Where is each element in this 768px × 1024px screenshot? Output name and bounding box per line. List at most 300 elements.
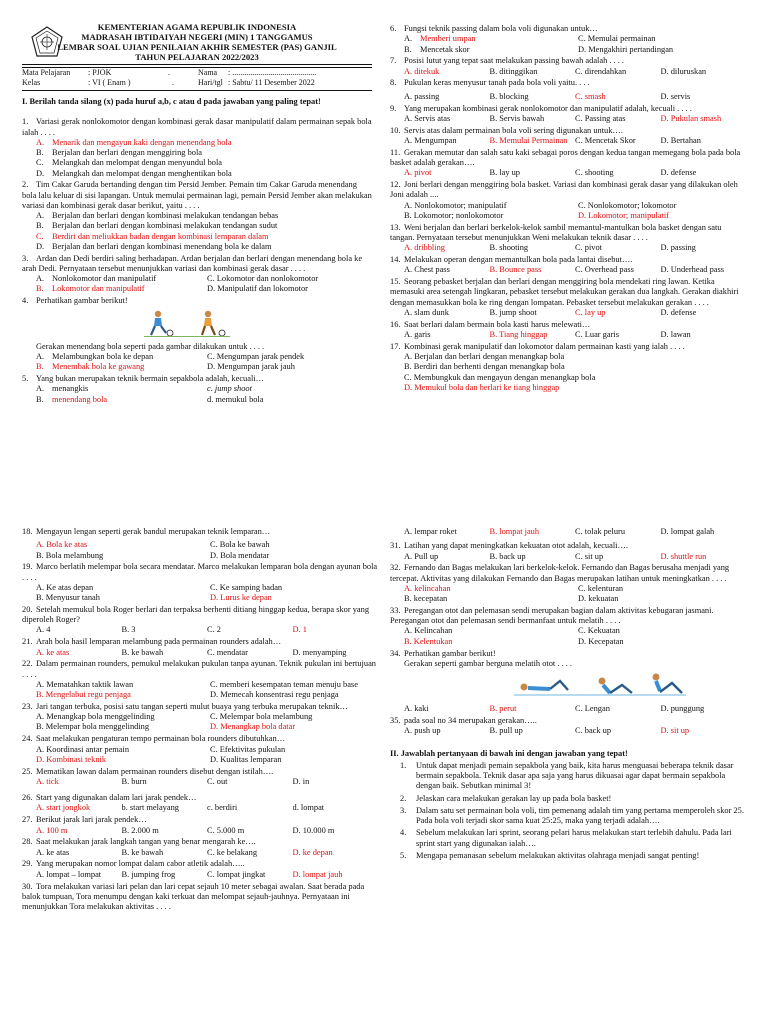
q11-stem: Gerakan memutar dan salah satu kaki sebagai poros dengan kedua tangan memegang bola pada bola basket adalah gerakan…. — [390, 147, 741, 167]
q1-d-text: Melangkah dan melompat dengan menghentikan bola — [52, 168, 232, 178]
q34-option-c[interactable]: C. Lengan — [575, 704, 610, 714]
essay-list — [390, 761, 746, 861]
q6-stem: Fungsi teknik passing dalam bola voli digunakan untuk… — [404, 24, 598, 33]
q2-option-a[interactable]: A. Berjalan dan berlari dengan kombinasi melakukan tendangan bebas — [36, 211, 279, 221]
q5-number: 5. — [22, 374, 29, 384]
q9-option-c[interactable]: C. Passing atas — [575, 113, 626, 123]
q25-option-c[interactable]: C. out — [207, 776, 228, 786]
q24-stem: Saat melakukan pengaturan tempo permainan bola rounders dibutuhkan… — [36, 734, 286, 744]
q26-option-d[interactable]: d. lompat — [292, 803, 325, 813]
q25-option-a[interactable]: A. tick — [36, 776, 59, 786]
q2-number: 2. — [22, 180, 29, 190]
q4-b-text: Menembak bola ke gawang — [52, 362, 145, 372]
q22-option-c[interactable]: C. memberi kesempatan teman menuju base — [210, 679, 358, 689]
q16-stem: Saat berlari dalam bermain bola kasti harus melewati… — [404, 319, 591, 329]
question-2 — [22, 180, 372, 252]
q3-d-text: D. Manipulatif dan lokomotor — [207, 284, 308, 294]
q32-option-b[interactable]: B. kecepatan — [404, 594, 448, 604]
q6-option-d[interactable] — [578, 45, 746, 55]
q9-stem: Yang merupakan kombinasi gerak nonlokomotor dan manipulatif adalah, kecuali . . . . — [404, 103, 692, 113]
q23-option-b[interactable]: B. Melempar bola menggelinding — [36, 722, 150, 732]
q22-option-d[interactable]: D. Memecah konsentrasi regu penjaga — [210, 690, 339, 700]
section-1-instruction: I. Berilah tanda silang (x) pada huruf a,b, c atau d pada jawaban yang paling tepat! — [22, 97, 321, 106]
q34-option-d[interactable]: D. punggung — [660, 704, 705, 714]
q30-option-d[interactable]: D. lompat galah — [660, 527, 715, 536]
q4-d-text: D. Mengumpan jarak jauh — [207, 362, 295, 372]
q22-number: 22. — [22, 659, 33, 669]
q19-number: 19. — [22, 562, 33, 572]
q33-option-d[interactable]: D. Kecepatan — [578, 636, 624, 646]
q27-number: 27. — [22, 815, 33, 825]
nama-value[interactable]: : .......................................... — [228, 68, 317, 77]
q15-option-a[interactable]: A. slam dunk — [404, 307, 449, 317]
question-26 — [22, 793, 378, 814]
q30-option-c[interactable]: C. tolak peluru — [575, 527, 626, 536]
q13-option-d[interactable]: D. passing — [660, 243, 696, 253]
question-7 — [390, 56, 746, 77]
q19-stem: Marco berlatih melempar bola secara mendatar. Marco melakukan lemparan bola dengan ayunan bola . . . . — [22, 562, 378, 582]
q32-stem: Fernando dan Bagas melakukan lari berkelok-kelok. Fernando dan Bagas berusaha menjadi yang tercepat. Aktivitas yang dilakukan Fernando dan Bagas merupakan latihan untuk meningkatkan . . . . — [390, 563, 730, 583]
q31-number: 31. — [390, 541, 401, 551]
questions-left-top — [22, 97, 372, 406]
q7-option-a[interactable]: A. ditekuk — [404, 66, 440, 76]
q26-option-a[interactable]: A. start jongkok — [36, 803, 91, 813]
q5-c-text: c. jump shoot — [207, 384, 252, 394]
q10-option-a[interactable]: A. Mengumpan — [404, 135, 457, 145]
q30-stem: Tora melakukan variasi lari pelan dan lari cepat sejauh 10 meter sebagai awalan. Saat berada pada balok tumpuan, Tora menumpu dengan kaki terkuat dan melompat sejauh-jauhnya. Pernyataan ini menunjukkan Tora melakukan aktivitas . . . . — [22, 881, 365, 912]
q2-d-text: Berjalan dan berlari dengan kombinasi menendang bola ke dalam — [52, 241, 272, 251]
q5-option-d[interactable] — [207, 395, 372, 405]
q1-option-d[interactable]: D. Melangkah dan melompat dengan menghentikan bola — [36, 168, 232, 178]
q15-option-d[interactable]: D. defense — [660, 307, 697, 317]
q12-option-d[interactable]: D. Lokomotor; manipulatif — [578, 210, 669, 220]
q15-option-b[interactable]: B. jump shoot — [489, 307, 537, 317]
q14-option-a[interactable]: A. Chest pass — [404, 265, 450, 275]
q25-option-b[interactable]: B. burn — [121, 776, 147, 786]
q31-option-a[interactable]: A. Pull up — [404, 551, 439, 561]
q15-stem: Seorang pebasket berjalan dan berlari dengan menggiring bola mendekati ring lawan. Ketika memasuki area setengah lingkaran, pebasket tersebut melakukan gerakan dua langkah. Gerakan diakhiri dengan memasukkan bola ke ring dengan lompatan. Pebasket tersebut melakukan gerakan . . . . — [390, 277, 739, 307]
q3-b-text: Lokomotor dan manipulatif — [52, 284, 145, 294]
q9-option-d[interactable]: D. Pukulan smash — [660, 113, 722, 123]
q26-stem: Start yang digunakan dalam lari jarak pendek… — [36, 793, 197, 803]
q33-option-c[interactable]: C. Kekuatan — [578, 626, 620, 636]
q23-number: 23. — [22, 701, 33, 711]
q3-option-b[interactable]: B. Lokomotor dan manipulatif — [36, 284, 145, 294]
question-33 — [390, 606, 746, 647]
q18-option-d[interactable]: D. Bola mendatar — [210, 550, 270, 560]
question-17 — [390, 342, 746, 393]
q16-option-d[interactable]: D. lawan — [660, 329, 691, 339]
question-12 — [390, 180, 746, 221]
q34-stem: Perhatikan gambar berikut! — [404, 648, 496, 658]
q17-option-c[interactable]: C. Membungkuk dan mengayun dengan menangkap bola — [404, 372, 596, 382]
q12-stem: Joni berlari dengan menggiring bola basket. Variasi dan kombinasi gerak dasar yang dilakukan oleh Joni adalah .... — [390, 180, 738, 200]
situp-exercise-illustration-icon — [510, 671, 690, 697]
q8-option-c[interactable]: C. smash — [575, 91, 606, 101]
q15-option-c[interactable]: C. lay up — [575, 307, 606, 317]
q8-option-b[interactable]: B. blocking — [489, 91, 529, 101]
q9-option-b[interactable]: B. Servis bawah — [489, 113, 545, 123]
q19-option-b[interactable]: B. Menyusur tanah — [36, 593, 100, 603]
q28-option-b[interactable]: B. ke bawah — [121, 847, 164, 857]
q24-option-b[interactable]: D. Kombinasi teknik — [36, 754, 107, 764]
header-line-1: KEMENTERIAN AGAMA REPUBLIK INDONESIA — [97, 22, 297, 32]
hari-label: Hari/tgl — [198, 78, 223, 87]
q3-option-c[interactable] — [207, 274, 372, 284]
q34-option-a[interactable]: A. kaki — [404, 704, 429, 714]
q2-stem: Tim Cakar Garuda bertanding dengan tim Persid Jember. Pemain tim Cakar Garuda menendang bola lalu keluar di sisi lapangan. Untuk memulai permainan lagi, pemain Persid Jember akan melakukan variasi dan kombinasi gerak dasar berikut, yaitu . . . . — [22, 180, 372, 210]
q28-stem: Saat melakukan jarak langkah tangan yang benar mengarah ke…. — [36, 837, 256, 847]
question-25 — [22, 767, 378, 788]
essay-number: 4. — [400, 828, 407, 838]
q14-option-b[interactable]: B. Bounce pass — [489, 265, 542, 275]
q21-option-b[interactable]: B. ke bawah — [121, 647, 164, 657]
q6-number: 6. — [390, 24, 397, 33]
question-22 — [22, 659, 378, 700]
question-29 — [22, 859, 378, 880]
q12-option-c[interactable]: C. Nonlokomotor; lokomotor — [578, 200, 677, 210]
essay-number: 5. — [400, 850, 407, 860]
question-34 — [390, 649, 746, 715]
q27-option-c[interactable]: C. 5.000 m — [207, 825, 245, 835]
essay-number: 1. — [400, 760, 407, 770]
q22-stem: Dalam permainan rounders, pemukul melakukan pukulan tanpa ayunan. Teknik pukulan ini bertujuan . . . . — [22, 659, 376, 679]
q5-b-text: menendang bola — [52, 394, 108, 404]
q23-option-d[interactable]: D. Menangkap bola datar — [210, 722, 296, 732]
q11-option-b[interactable]: B. lay up — [489, 168, 520, 178]
questions-left-bottom — [22, 527, 378, 914]
q4-option-c[interactable] — [207, 352, 372, 362]
q8-option-a[interactable]: A. passing — [404, 91, 440, 101]
q5-a-text: menangkis — [52, 384, 89, 394]
q28-option-a[interactable]: A. ke atas — [36, 847, 70, 857]
q4-option-a[interactable]: A. Melambungkan bola ke depan — [36, 352, 154, 362]
question-10 — [390, 126, 746, 147]
q10-number: 10. — [390, 125, 401, 135]
question-21 — [22, 637, 378, 658]
header-line-2: MADRASAH IBTIDAIYAH NEGERI (MIN) 1 TANGGAMUS — [81, 32, 313, 42]
q10-option-d[interactable]: D. Bertahan — [660, 135, 701, 145]
q21-option-a[interactable]: A. ke atas — [36, 647, 70, 657]
q13-option-c[interactable]: C. pivot — [575, 243, 602, 253]
q23-option-a[interactable]: A. Menangkap bola menggelinding — [36, 712, 155, 722]
question-8 — [390, 78, 746, 102]
q32-number: 32. — [390, 563, 401, 573]
essay-item — [400, 794, 746, 804]
section-2-instruction: II. Jawablah pertanyaan di bawah ini dengan jawaban yang tepat! — [390, 748, 628, 758]
q7-option-b[interactable]: B. ditinggikan — [489, 66, 538, 76]
essay-number: 3. — [400, 805, 407, 815]
q13-option-b[interactable]: B. shooting — [489, 243, 529, 253]
q23-stem: Jari tangan terbuka, posisi satu tangan seperti mulut buaya yang terbuka merupakan teknik… — [36, 701, 348, 711]
q2-b-text: Berjalan dan berlari dengan kombinasi melakukan tendangan sudut — [52, 221, 278, 231]
q1-option-b[interactable]: B. Berjalan dan berlari dengan menggiring bola — [36, 148, 202, 157]
q18-option-a[interactable]: A. Bola ke atas — [36, 540, 88, 550]
q20-stem: Setelah memukul bola Roger berlari dan terpaksa berhenti ditiang hinggap kedua, berapa skor yang diperoleh Roger? — [22, 604, 370, 625]
question-1 — [22, 117, 372, 179]
q22-option-b[interactable]: B. Mengelabui regu penjaga — [36, 690, 131, 700]
q24-option-d[interactable]: D. Kualitas lemparan — [210, 754, 282, 764]
q17-option-b[interactable]: B. Berdiri dan berhenti dengan menangkap bola — [404, 362, 565, 372]
q11-option-d[interactable]: D. defense — [660, 168, 697, 178]
q17-option-d[interactable]: D. Memukul bola dan berlari ke tiang hinggap — [404, 382, 560, 392]
q29-number: 29. — [22, 859, 33, 869]
q16-number: 16. — [390, 319, 401, 329]
q32-option-c[interactable]: C. kelenturan — [578, 583, 624, 593]
q6-option-b[interactable]: B. Mencetak skor — [404, 44, 470, 54]
q23-option-c[interactable]: C. Melempar bola melambung — [210, 712, 313, 722]
q31-option-d[interactable]: D. shuttle run — [660, 551, 707, 561]
q6-a-text: Memberi umpan — [420, 34, 476, 44]
dot-2: . — [172, 78, 174, 87]
q24-number: 24. — [22, 734, 33, 744]
q14-stem: Melakukan operan dengan memantulkan bola pada lantai disebut…. — [404, 255, 633, 264]
question-15 — [390, 277, 746, 318]
q4-stem: Perhatikan gambar berikut! — [36, 296, 128, 306]
q9-number: 9. — [390, 103, 397, 113]
q32-option-a[interactable]: A. kelincahan — [404, 583, 451, 593]
q1-number: 1. — [22, 117, 29, 127]
q17-stem: Kombinasi gerak manipulatif dan lokomotor dalam permainan kasti yang ialah . . . . — [404, 341, 685, 351]
q3-a-text: Nonlokomotor dan manipulatif — [52, 274, 157, 284]
q27-option-d[interactable]: D. 10.000 m — [292, 825, 335, 835]
q33-option-a[interactable]: A. Kelincahan — [404, 626, 453, 636]
q1-option-a[interactable]: A. Menarik dan mengayun kaki dengan menendang bola — [36, 137, 232, 147]
q4-number: 4. — [22, 296, 29, 306]
hari-value: : Sabtu/ 11 Desember 2022 — [228, 78, 315, 87]
question-16 — [390, 320, 746, 341]
essay-item — [400, 828, 746, 849]
q34-option-b[interactable]: B. perut — [489, 704, 517, 714]
q28-number: 28. — [22, 837, 33, 847]
q34-number: 34. — [390, 648, 401, 658]
q2-c-text: Berdiri dan meliukkan badan dengan kombinasi lemparan dalam — [52, 231, 269, 241]
q3-c-text: C. Lokomotor dan nonlokomotor — [207, 274, 319, 284]
q3-stem: Ardan dan Dedi berdiri saling berhadapan. Ardan berjalan dan berlari dengan menendang bola ke arah Dedi. Pernyataan tersebut menunjukkan variasi dan kombinasi gerak dasar . . . . — [22, 253, 363, 273]
q1-stem: Variasi gerak nonlokomotor dengan kombinasi gerak dasar manipulatif dalam permainan sepak bola ialah . . . . — [22, 117, 372, 137]
q21-option-c[interactable]: C. mendatar — [207, 647, 248, 657]
q19-option-c[interactable]: C. Ke samping badan — [210, 582, 283, 592]
q12-option-a[interactable]: A. Nonlokomotor; manipulatif — [404, 200, 507, 210]
q33-stem: Peregangan otot dan pelemasan sendi merupakan bagian dalam aktivitas kebugaran jasmani. Peregangan otot dan pelemasan sendi bermanfaat untuk melatih . . . . — [390, 605, 714, 626]
q29-option-d[interactable]: D. lompat jauh — [292, 869, 343, 879]
q26-option-b[interactable]: b. start melayang — [121, 803, 179, 813]
q33-number: 33. — [390, 605, 401, 615]
q13-number: 13. — [390, 222, 401, 232]
q5-option-a[interactable]: A. menangkis — [36, 384, 89, 394]
kids-kicking-ball-illustration-icon — [142, 309, 232, 337]
q14-number: 14. — [390, 255, 401, 264]
q20-option-b[interactable]: B. 3 — [121, 625, 136, 635]
question-30 — [22, 882, 378, 913]
essay-number: 2. — [400, 793, 407, 803]
mapel-value: : PJOK — [88, 68, 112, 77]
question-27 — [22, 815, 378, 836]
header-divider — [22, 64, 372, 68]
q5-stem: Yang bukan merupakan teknik bermain sepakbola adalah, kecuali… — [36, 374, 264, 384]
q5-option-b[interactable]: B. menendang bola — [36, 394, 108, 404]
q32-option-d[interactable]: D. kekuatan — [578, 594, 619, 604]
q19-option-d[interactable]: D. Lurus ke depan — [210, 593, 272, 603]
q25-option-d[interactable]: D. in — [292, 776, 310, 786]
q2-option-c[interactable]: C. Berdiri dan meliukkan badan dengan kombinasi lemparan dalam — [36, 231, 269, 241]
q24-option-a[interactable]: A. Koordinasi antar pemain — [36, 744, 130, 754]
question-13 — [390, 223, 746, 254]
q4-a-text: Melambungkan bola ke depan — [52, 352, 154, 362]
q17-option-a[interactable]: A. Berjalan dan berlari dengan menangkap bola — [404, 352, 565, 362]
q24-option-c[interactable]: C. Efektivitas pukulan — [210, 744, 286, 754]
q3-option-d[interactable] — [207, 284, 372, 294]
q6-d-text: D. Mengakhiri pertandingan — [578, 44, 674, 54]
q35-option-a[interactable]: A. push up — [404, 726, 441, 736]
q4-option-b[interactable]: B. Menembak bola ke gawang — [36, 362, 145, 372]
q1-c-text: Melangkah dan melompat dengan menyundul bola — [52, 158, 223, 168]
question-32 — [390, 563, 746, 604]
q12-option-b[interactable]: B. Lokomotor; nonlokomotor — [404, 210, 504, 220]
essay-item — [400, 851, 746, 861]
q18-option-c[interactable]: C. Bola ke bawah — [210, 540, 270, 550]
q12-number: 12. — [390, 180, 401, 190]
q30-number: 30. — [22, 881, 33, 891]
questions-right-bottom — [390, 527, 746, 863]
q4-c-text: C. Mengumpan jarak pendek — [207, 352, 305, 362]
q26-option-c[interactable]: c. berdiri — [207, 803, 238, 813]
essay-text: Mengapa pemanasan sebelum melakukan aktivitas olahraga menjadi sangat penting! — [416, 850, 700, 860]
q11-option-c[interactable]: C. shooting — [575, 168, 614, 178]
q28-option-d[interactable]: D. ke depan — [292, 847, 333, 857]
q35-option-c[interactable]: C. back up — [575, 726, 612, 736]
question-14 — [390, 255, 746, 276]
q15-number: 15. — [390, 277, 401, 287]
q16-option-c[interactable]: C. Luar garis — [575, 329, 619, 339]
kelas-value: : VI ( Enam ) — [88, 78, 131, 87]
q25-stem: Mematikan lawan dalam permainan rounders disebut dengan istilah…. — [36, 766, 274, 776]
q16-option-a[interactable]: A. garis — [404, 329, 431, 339]
q28-option-c[interactable]: C. ke belakang — [207, 847, 258, 857]
exam-header — [22, 20, 372, 64]
q25-number: 25. — [22, 766, 33, 776]
question-5 — [22, 374, 372, 405]
kelas-label: Kelas — [22, 78, 41, 87]
q2-option-d[interactable]: D. Berjalan dan berlari dengan kombinasi menendang bola ke dalam — [36, 241, 272, 251]
ident-divider — [22, 90, 372, 91]
q29-option-c[interactable]: C. lompat jingkat — [207, 869, 266, 879]
q31-option-b[interactable]: B. back up — [489, 551, 526, 561]
q4-option-d[interactable] — [207, 362, 372, 372]
q20-option-d[interactable]: D. 1 — [292, 625, 307, 635]
q2-a-text: Berjalan dan berlari dengan kombinasi melakukan tendangan bebas — [52, 211, 279, 221]
q18-number: 18. — [22, 527, 33, 536]
q21-number: 21. — [22, 637, 33, 647]
essay-text: Dalam satu set permainan bola voli, tim pemenang adalah tim yang pertama memperoleh skor 25. Pada bola voli terjadi skor sama kuat 25:25, maka yang terjadi adalah…. — [416, 805, 744, 826]
q6-b-text: Mencetak skor — [420, 44, 470, 54]
q14-option-d[interactable]: D. Underhead pass — [660, 265, 724, 275]
q35-number: 35. — [390, 716, 401, 726]
question-23 — [22, 702, 378, 733]
essay-item — [400, 761, 746, 792]
q11-number: 11. — [390, 147, 401, 157]
q10-option-b[interactable]: B. Memulai Permainan — [489, 135, 568, 145]
question-6 — [390, 24, 746, 55]
q7-stem: Posisi lutut yang tepat saat melakukan passing bawah adalah . . . . — [404, 56, 625, 66]
q18-stem: Mengayun lengan seperti gerak bandul merupakan teknik lemparan… — [36, 527, 271, 536]
question-28 — [22, 837, 378, 858]
question-31 — [390, 541, 746, 562]
q35-option-b[interactable]: B. pull up — [489, 726, 523, 736]
q35-option-d[interactable]: D. sit up — [660, 726, 690, 736]
question-3 — [22, 254, 372, 295]
q1-a-text: Menarik dan mengayun kaki dengan menendang bola — [52, 137, 232, 147]
q19-option-a[interactable]: A. Ke atas depan — [36, 582, 94, 592]
q31-option-c[interactable]: C. sit up — [575, 551, 604, 561]
nama-label: Nama — [198, 68, 218, 77]
q6-option-c[interactable] — [578, 34, 746, 44]
q10-stem: Servis atas dalam permainan bola voli sering digunakan untuk…. — [404, 125, 623, 135]
mapel-label: Mata Pelajaran — [22, 68, 71, 77]
q29-option-b[interactable]: B. jumping frog — [121, 869, 176, 879]
q3-number: 3. — [22, 253, 29, 263]
q31-stem: Latihan yang dapat meningkatkan kekuatan otot adalah, kecuali…. — [404, 541, 628, 551]
question-4 — [22, 296, 372, 372]
q16-option-b[interactable]: B. Tiang hinggap — [489, 329, 548, 339]
q11-option-a[interactable]: A. pivot — [404, 168, 432, 178]
q7-option-d[interactable]: D. diluruskan — [660, 66, 707, 76]
header-line-4: TAHUN PELAJARAN 2022/2023 — [135, 52, 259, 62]
q27-stem: Berikut jarak lari jarak pendek… — [36, 815, 147, 825]
q20-option-c[interactable]: C. 2 — [207, 625, 221, 635]
question-18 — [22, 527, 378, 561]
question-9 — [390, 104, 746, 125]
essay-text: Sebelum melakukan lari sprint, seorang pelari harus melakukan start terlebih dahulu. Pada lari sprint start yang digunakan ialah…. — [416, 828, 732, 848]
q3-option-a[interactable]: A. Nonlokomotor dan manipulatif — [36, 274, 157, 284]
question-11 — [390, 148, 746, 179]
q10-option-c[interactable]: C. Mencetak Skor — [575, 135, 636, 145]
q30-option-b[interactable]: B. lompat jauh — [489, 527, 540, 536]
q14-option-c[interactable]: C. Overhead pass — [575, 265, 634, 275]
q21-option-d[interactable]: D. menyamping — [292, 647, 347, 657]
q1-option-c[interactable]: C. Melangkah dan melompat dengan menyundul bola — [36, 158, 223, 168]
q18-option-b[interactable]: B. Bola melambung — [36, 550, 104, 560]
q27-option-b[interactable]: B. 2.000 m — [121, 825, 159, 835]
dot-1: . — [168, 68, 170, 77]
q29-option-a[interactable]: A. lompat – lompat — [36, 869, 102, 879]
q17-number: 17. — [390, 341, 401, 351]
q34-stem-2: Gerakan seperti gambar berguna melatih otot . . . . — [404, 658, 572, 668]
header-line-3: LEMBAR SOAL UJIAN PENILAIAN AKHIR SEMESTER (PAS) GANJIL — [57, 42, 337, 52]
student-identity — [22, 68, 372, 88]
q6-c-text: C. Memulai permainan — [578, 34, 656, 44]
q27-option-a[interactable]: A. 100 m — [36, 825, 68, 835]
q30-option-a[interactable]: A. lempar roket — [404, 527, 457, 536]
q7-option-c[interactable]: C. direndahkan — [575, 66, 627, 76]
q6-option-a[interactable]: A. Memberi umpan — [404, 34, 476, 44]
q5-option-c[interactable] — [207, 384, 372, 394]
q26-number: 26. — [22, 793, 33, 803]
q13-option-a[interactable]: A. dribbling — [404, 243, 445, 253]
question-19 — [22, 562, 378, 603]
q4-stem-2: Gerakan menendang bola seperti pada gambar dilakukan untuk . . . . — [36, 341, 265, 351]
q33-option-b[interactable]: B. Kelentukan — [404, 636, 453, 646]
q9-option-a[interactable]: A. Servis atas — [404, 113, 451, 123]
q20-number: 20. — [22, 604, 33, 614]
q21-stem: Arah bola hasil lemparan melambung pada permainan rounders adalah… — [36, 637, 282, 647]
q2-option-b[interactable]: B. Berjalan dan berlari dengan kombinasi melakukan tendangan sudut — [36, 221, 278, 231]
q8-option-d[interactable]: D. servis — [660, 91, 691, 101]
q22-option-a[interactable]: A. Mematahkan taktik lawan — [36, 679, 134, 689]
q1-b-text: Berjalan dan berlari dengan menggiring bola — [52, 148, 202, 157]
q20-option-a[interactable]: A. 4 — [36, 625, 51, 635]
questions-right-top — [390, 24, 746, 395]
